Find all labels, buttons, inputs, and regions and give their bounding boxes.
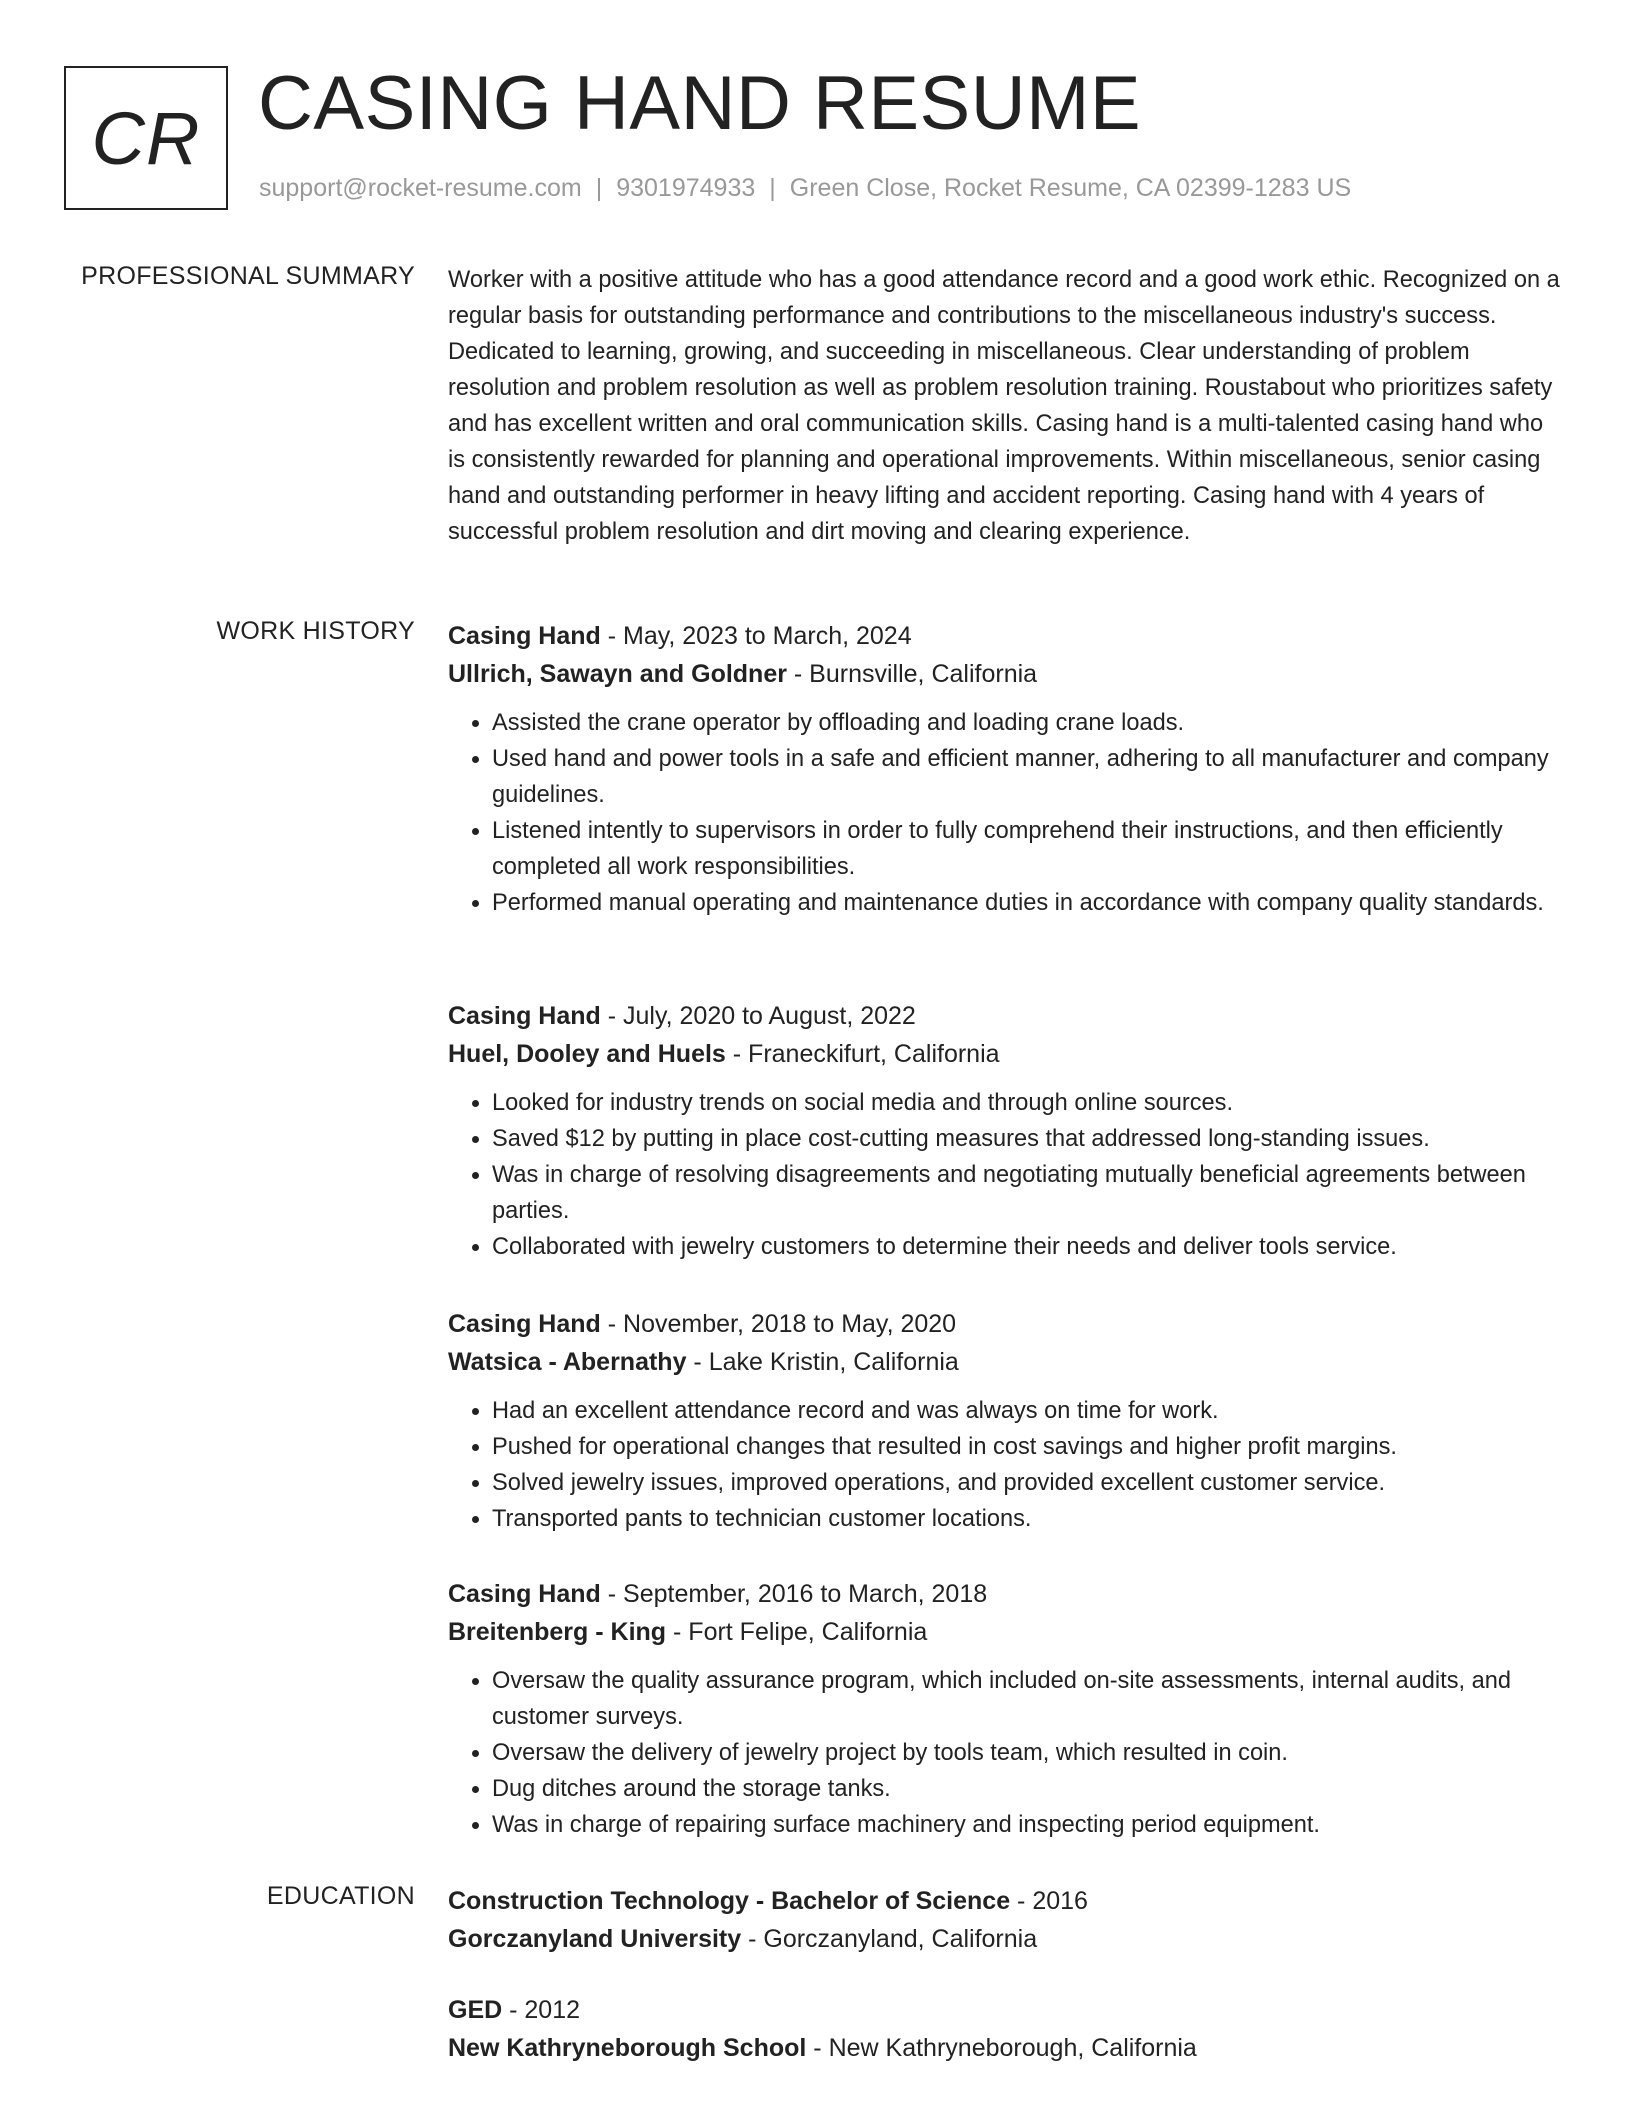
- job-title: Casing Hand: [448, 1580, 601, 1608]
- job-title: Casing Hand: [448, 1002, 601, 1030]
- job-bullet: • Dug ditches around the storage tanks.: [492, 1771, 1566, 1807]
- education-degree-line: [448, 1991, 1566, 2029]
- job-bullet: • Listened intently to supervisors in order to fully comprehend their instructions, and then efficiently completed all work responsibilities.: [492, 813, 1566, 885]
- job-company-line: [448, 1035, 1566, 1073]
- job-bullet: • Looked for industry trends on social media and through online sources.: [492, 1085, 1566, 1121]
- job-bullet: • Pushed for operational changes that resulted in cost savings and higher profit margins.: [492, 1429, 1566, 1465]
- job-bullets: [448, 705, 1566, 921]
- job-title-line: [448, 1575, 1566, 1613]
- job-location: - Burnsville, California: [786, 660, 1038, 688]
- section-heading-work-history: WORK HISTORY: [216, 617, 415, 645]
- education-degree: Construction Technology - Bachelor of Science: [448, 1887, 1011, 1915]
- job-title-line: [448, 997, 1566, 1035]
- job-bullet: • Was in charge of repairing surface machinery and inspecting period equipment.: [492, 1807, 1566, 1843]
- job-bullets: [448, 1393, 1566, 1537]
- job-bullets: [448, 1085, 1566, 1265]
- contact-address: Green Close, Rocket Resume, CA 02399-1283 US: [789, 174, 1352, 202]
- job-entry: [448, 997, 1566, 1265]
- job-location: - Lake Kristin, California: [686, 1348, 959, 1376]
- job-bullet: • Collaborated with jewelry customers to determine their needs and deliver tools service.: [492, 1229, 1566, 1265]
- job-company-line: [448, 1613, 1566, 1651]
- job-company: Breitenberg - King: [448, 1618, 667, 1646]
- job-title: Casing Hand: [448, 1310, 601, 1338]
- job-bullets: [448, 1663, 1566, 1843]
- monogram-badge: [64, 66, 228, 210]
- job-title-line: [448, 1305, 1566, 1343]
- job-dates: - November, 2018 to May, 2020: [600, 1310, 957, 1338]
- job-bullet: • Oversaw the delivery of jewelry project by tools team, which resulted in coin.: [492, 1735, 1566, 1771]
- education-degree: GED: [448, 1996, 503, 2024]
- job-bullet: • Used hand and power tools in a safe and efficient manner, adhering to all manufacturer and company guidelines.: [492, 741, 1566, 813]
- education-year: - 2016: [1010, 1887, 1088, 1915]
- contact-separator: |: [769, 174, 776, 202]
- education-entry: [448, 1882, 1566, 1958]
- job-bullet: • Solved jewelry issues, improved operations, and provided excellent customer service.: [492, 1465, 1566, 1501]
- section-heading-summary: PROFESSIONAL SUMMARY: [81, 262, 415, 290]
- job-company: Ullrich, Sawayn and Goldner: [448, 660, 787, 688]
- job-company: Watsica - Abernathy: [448, 1348, 687, 1376]
- job-bullet: • Was in charge of resolving disagreements and negotiating mutually beneficial agreements between parties.: [492, 1157, 1566, 1229]
- job-location: - Franeckifurt, California: [725, 1040, 1000, 1068]
- job-title-line: [448, 617, 1566, 655]
- job-dates: - July, 2020 to August, 2022: [600, 1002, 916, 1030]
- contact-phone[interactable]: 9301974933: [616, 174, 756, 202]
- education-school-line: [448, 2029, 1566, 2067]
- contact-line: [259, 174, 1351, 203]
- job-company-line: [448, 1343, 1566, 1381]
- contact-separator: |: [595, 174, 603, 202]
- job-company: Huel, Dooley and Huels: [448, 1040, 726, 1068]
- education-entry: [448, 1991, 1566, 2067]
- job-title: Casing Hand: [448, 622, 601, 650]
- page-title: CASING HAND RESUME: [258, 61, 1142, 146]
- job-location: - Fort Felipe, California: [666, 1618, 928, 1646]
- job-company-line: [448, 655, 1566, 693]
- job-entry: [448, 1575, 1566, 1843]
- job-dates: - May, 2023 to March, 2024: [600, 622, 912, 650]
- education-degree-line: [448, 1882, 1566, 1920]
- job-bullet: • Saved $12 by putting in place cost-cutting measures that addressed long-standing issues.: [492, 1121, 1566, 1157]
- job-bullet: • Transported pants to technician customer locations.: [492, 1501, 1566, 1537]
- monogram-initials: CR: [91, 96, 201, 180]
- job-entry: [448, 1305, 1566, 1537]
- contact-email[interactable]: support@rocket-resume.com: [259, 174, 582, 202]
- job-bullet: • Had an excellent attendance record and was always on time for work.: [492, 1393, 1566, 1429]
- job-entry: [448, 617, 1566, 921]
- section-heading-education: EDUCATION: [266, 1882, 415, 1910]
- education-school: New Kathryneborough School: [448, 2034, 807, 2062]
- education-location: - Gorczanyland, California: [741, 1925, 1038, 1953]
- job-bullet: • Assisted the crane operator by offloading and loading crane loads.: [492, 705, 1566, 741]
- education-year: - 2012: [502, 1996, 581, 2024]
- education-school: Gorczanyland University: [448, 1925, 742, 1953]
- education-location: - New Kathryneborough, California: [806, 2034, 1197, 2062]
- summary-text: Worker with a positive attitude who has a good attendance record and a good work ethic. Recognized on a regular basis for outstanding performance and contributions to the miscellaneous industry's success. Dedicated to learning, growing, and succeeding in miscellaneous. Clear understanding of problem resolution and problem resolution as well as problem resolution training. Roustabout who prioritizes safety and has excellent written and oral communication skills. Casing hand is a multi-talented casing hand who is consistently rewarded for planning and operational improvements. Within miscellaneous, senior casing hand and outstanding performer in heavy lifting and accident reporting. Casing hand with 4 years of successful problem resolution and dirt moving and clearing experience.: [448, 267, 1560, 545]
- education-school-line: [448, 1920, 1566, 1958]
- job-dates: - September, 2016 to March, 2018: [600, 1580, 988, 1608]
- job-bullet: • Performed manual operating and maintenance duties in accordance with company quality standards.: [492, 885, 1566, 921]
- job-bullet: • Oversaw the quality assurance program, which included on-site assessments, internal audits, and customer surveys.: [492, 1663, 1566, 1735]
